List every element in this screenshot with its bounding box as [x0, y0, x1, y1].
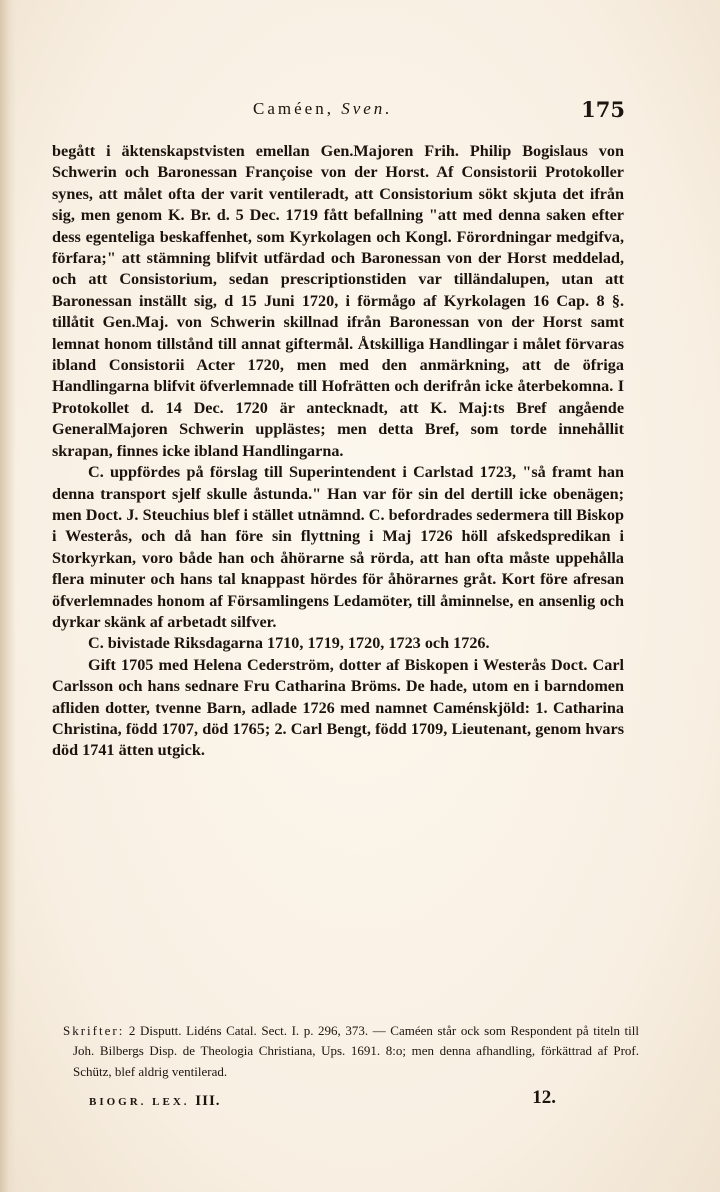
paragraph-4: Gift 1705 med Helena Cederström, dotter af Biskopen i Westerås Doct. Carl Carlsson och hans sednare Fru Catharina Bröms. De hade, utom en i barndomen afliden dotter, tvenne Barn, adlade 1726 med namnet Caménskjöld: 1. Catharina Christina, född 1707, död 1765; 2. Carl Bengt, född 1709, Lieutenant, genom hvars död 1741 ätten utgick. — [52, 655, 624, 760]
header-given-name: Sven. — [341, 99, 393, 118]
running-header — [253, 99, 625, 129]
main-text — [52, 141, 624, 762]
writings-note — [63, 1021, 639, 1082]
writings-label: Skrifter: — [63, 1023, 125, 1038]
signature-mark: BIOGR. LEX. III. — [89, 1093, 221, 1109]
paragraph-1: begått i äktenskapstvisten emellan Gen.Majoren Frih. Philip Bogislaus von Schwerin och Baronessan Françoise von der Horst. Af Consistorii Protokoller synes, att målet ofta der varit ventileradt, att Consistorium sökt skjuta det ifrån sig, men genom K. Br. d. 5 Dec. 1719 fått befallning "att med denna saken efter dess egenteliga beskaffenhet, som Kyrkolagen och Kongl. Förordningar medgifva, förfara;" att stämning blifvit utfärdad och Baronessan von der Horst meddelad, och att Consistorium, sedan prescriptionstiden var tilländalupen, utan att Baronessan inställt sig, d 15 Juni 1720, i förmågo af Kyrkolagen 16 Cap. 8 §. tillåtit Gen.Maj. von Schwerin skillnad ifrån Baronessan von der Horst samt lemnat honom tillstånd till annat giftermål. Åtskilliga Handlingar i målet förvaras ibland Consistorii Acter 1720, men med den anmärkning, att de öfriga Handlingarna blifvit öfverlemnade till Hofrätten och derifrån icke återbekomna. I Protokollet d. 14 Dec. 1720 är antecknadt, att K. Maj:ts Bref angående GeneralMajoren Schwerin upplästes; men detta Bref, som torde innehållit skrapan, finnes icke ibland Handlingarna. — [52, 142, 624, 460]
page-edge — [0, 0, 16, 1192]
page-number: 175 — [581, 97, 625, 122]
page-footer — [89, 1087, 556, 1113]
sheet-number: 12. — [532, 1087, 556, 1108]
volume-mark: III. — [195, 1093, 221, 1109]
paragraph-2: C. uppfördes på förslag till Superintendent i Carlstad 1723, "så framt han denna transport sjelf skulle åstunda." Han var för sin del dertill icke obenägen; men Doct. J. Steuchius blef i stället utnämnd. C. befordrades sedermera till Biskop i Westerås, och då han före sin flyttning i Maj 1726 höll afskedspredikan i Storkyrkan, voro både han och åhörarne så rörda, att han ofta måste uppehålla flera minuter och hans tal knappast hördes för åhörarnes gråt. Kort före afresan öfverlemnades honom af Församlingens Ledamöter, till åminnelse, en ansenlig och dyrkar skänk af arbetadt silfver. — [52, 463, 624, 631]
header-author: Caméen, Sven. — [253, 99, 393, 118]
writings-text: 2 Disputt. Lidéns Catal. Sect. I. p. 296, 373. — Caméen står ock som Respondent på titeln till Joh. Bilbergs Disp. de Theologia Christiana, Ups. 1691. 8:o; men denna afhandling, förkättrad af Prof. Schütz, blef aldrig ventilerad. — [73, 1023, 640, 1079]
paragraph-3: C. bivistade Riksdagarna 1710, 1719, 1720, 1723 och 1726. — [88, 634, 490, 653]
